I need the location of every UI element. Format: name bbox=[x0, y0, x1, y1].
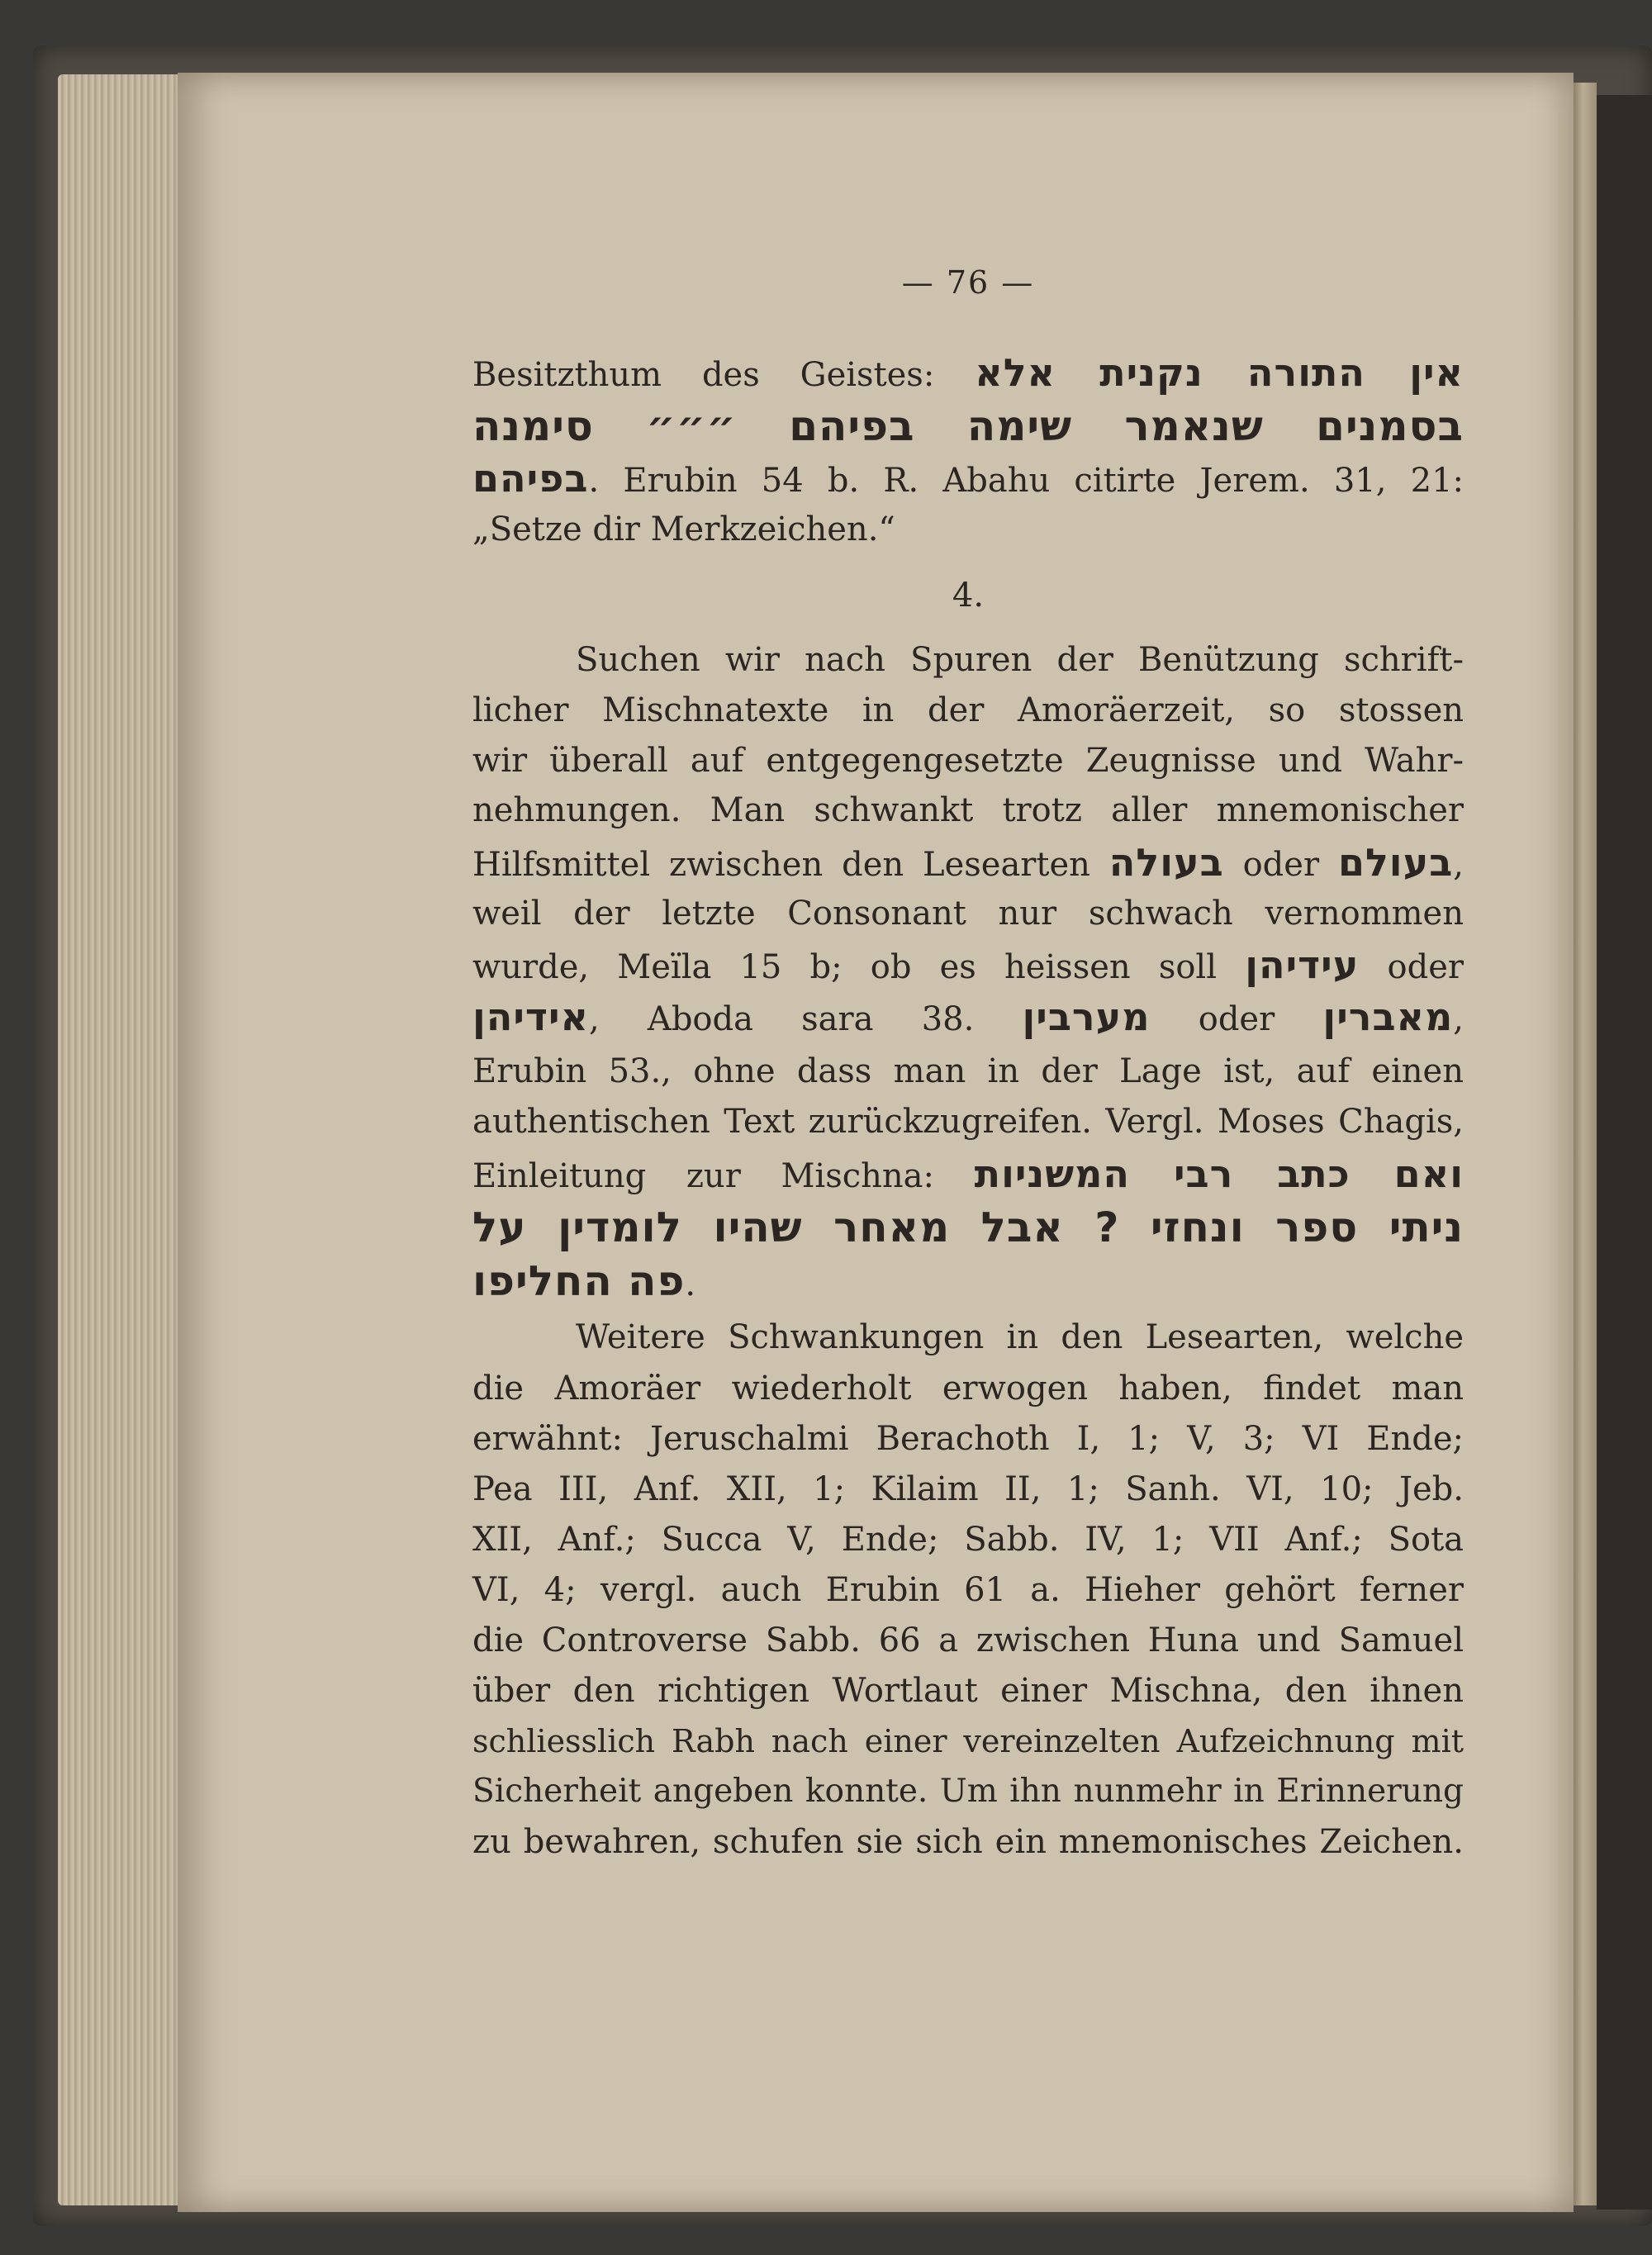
hebrew-text: בפיהם bbox=[472, 456, 589, 501]
german-text: Sicherheit angeben konnte. Um ihn nunmehr in Erinnerung bbox=[472, 1773, 1464, 1810]
text-line bbox=[472, 1716, 1464, 1767]
text-line bbox=[472, 685, 1464, 736]
text-line bbox=[472, 735, 1464, 786]
german-text: über den richtigen Wortlaut einer Mischna, den ihnen bbox=[472, 1672, 1464, 1710]
german-text: oder bbox=[1198, 1000, 1275, 1038]
facing-page-edge bbox=[1574, 83, 1597, 2205]
text-line bbox=[472, 1413, 1464, 1465]
german-text: erwähnt: Jeruschalmi Berachoth I, 1; V, 3; VI Ende; bbox=[472, 1420, 1464, 1458]
hebrew-text: מערבין bbox=[1022, 995, 1151, 1039]
section-number bbox=[472, 570, 1464, 621]
german-text: die Controverse Sabb. 66 a zwischen Huna und Samuel bbox=[472, 1621, 1464, 1659]
punctuation: . bbox=[685, 1265, 696, 1303]
text-line bbox=[472, 1766, 1464, 1817]
hebrew-text: פה החליפו bbox=[472, 1257, 686, 1305]
text-line bbox=[472, 347, 1464, 398]
text-line bbox=[472, 1564, 1464, 1616]
german-text: wir überall auf entgegengesetzte Zeugnisse und Wahr- bbox=[472, 742, 1464, 780]
page-number: — 76 — bbox=[901, 264, 1035, 301]
german-text: „Setze dir Merkzeichen.“ bbox=[472, 510, 895, 548]
german-text: licher Mischnatexte in der Amoräerzeit, so stossen bbox=[472, 691, 1464, 729]
german-text: zu bewahren, schufen sie sich ein mnemonisches Zeichen. bbox=[472, 1823, 1464, 1861]
german-text: Einleitung zur Mischna: bbox=[472, 1157, 934, 1195]
background-edge bbox=[1597, 95, 1652, 2210]
text-line bbox=[472, 1363, 1464, 1414]
text-line bbox=[472, 1615, 1464, 1666]
text-line bbox=[472, 1096, 1464, 1147]
punctuation: , bbox=[1453, 846, 1464, 884]
german-text: XII, Anf.; Succa V, Ende; Sabb. IV, 1; VII Anf.; Sota bbox=[472, 1521, 1464, 1559]
german-text: die Amoräer wiederholt erwogen haben, findet man bbox=[472, 1370, 1464, 1408]
punctuation: , bbox=[1453, 1000, 1464, 1038]
text-line bbox=[472, 453, 1464, 504]
german-text: oder bbox=[1387, 948, 1464, 986]
german-text: VI, 4; vergl. auch Erubin 61 a. Hieher gehört ferner bbox=[472, 1571, 1464, 1609]
hebrew-text: עידיהן bbox=[1245, 942, 1360, 987]
german-text: oder bbox=[1242, 846, 1320, 884]
text-line bbox=[472, 888, 1464, 939]
german-text: Erubin 53., ohne dass man in der Lage ist, auf einen bbox=[472, 1052, 1464, 1090]
hebrew-text: אין התורה נקנית אלא bbox=[975, 350, 1464, 395]
text-line bbox=[472, 939, 1464, 990]
german-text: nehmungen. Man schwankt trotz aller mnemonischer bbox=[472, 791, 1464, 829]
text-line bbox=[472, 1514, 1464, 1565]
text-line bbox=[472, 1816, 1464, 1868]
german-text: . Erubin 54 b. R. Abahu citirte Jerem. 31, 21: bbox=[588, 462, 1464, 500]
german-text: wurde, Meïla 15 b; ob es heissen soll bbox=[472, 948, 1218, 986]
text-line bbox=[472, 401, 1464, 452]
hebrew-text: בעולם bbox=[1337, 840, 1454, 885]
text-line bbox=[472, 1046, 1464, 1097]
hebrew-text: ניתי ספר ונחזי ? אבל מאחר שהיו לומדין על bbox=[472, 1203, 1464, 1251]
german-text: Suchen wir nach Spuren der Benützung schrift- bbox=[576, 641, 1464, 679]
text-line bbox=[472, 1202, 1464, 1253]
text-line bbox=[472, 1256, 1464, 1307]
german-text: Besitzthum des Geistes: bbox=[472, 356, 935, 394]
german-text: , Aboda sara 38. bbox=[589, 1000, 975, 1038]
text-line bbox=[472, 1665, 1464, 1716]
hebrew-text: ואם כתב רבי המשניות bbox=[974, 1151, 1464, 1196]
german-text: Pea III, Anf. XII, 1; Kilaim II, 1; Sanh. VI, 10; Jeb. bbox=[472, 1470, 1464, 1508]
text-line bbox=[472, 991, 1464, 1042]
hebrew-text: אידיהן bbox=[472, 995, 590, 1039]
german-text: authentischen Text zurückzugreifen. Vergl. Moses Chagis, bbox=[472, 1103, 1464, 1141]
german-text: Weitere Schwankungen in den Lesearten, welche bbox=[576, 1318, 1464, 1356]
hebrew-text: מאברין bbox=[1322, 995, 1454, 1039]
text-line bbox=[472, 1148, 1464, 1199]
german-text: schliesslich Rabh nach einer vereinzelten Aufzeichnung mit bbox=[472, 1723, 1464, 1759]
german-text: Hilfsmittel zwischen den Lesearten bbox=[472, 846, 1090, 884]
text-line bbox=[472, 504, 1464, 555]
text-line bbox=[472, 1464, 1464, 1515]
hebrew-text: בסמנים שנאמר שימה בפיהם ״״״ סימנה bbox=[472, 402, 1464, 450]
text-line bbox=[472, 785, 1464, 836]
hebrew-text: בעולה bbox=[1108, 840, 1224, 885]
text-line bbox=[472, 837, 1464, 888]
german-text: weil der letzte Consonant nur schwach vernommen bbox=[472, 895, 1464, 933]
text-line bbox=[472, 634, 1464, 686]
text-line bbox=[472, 1312, 1464, 1363]
section-number-text: 4. bbox=[952, 577, 985, 615]
